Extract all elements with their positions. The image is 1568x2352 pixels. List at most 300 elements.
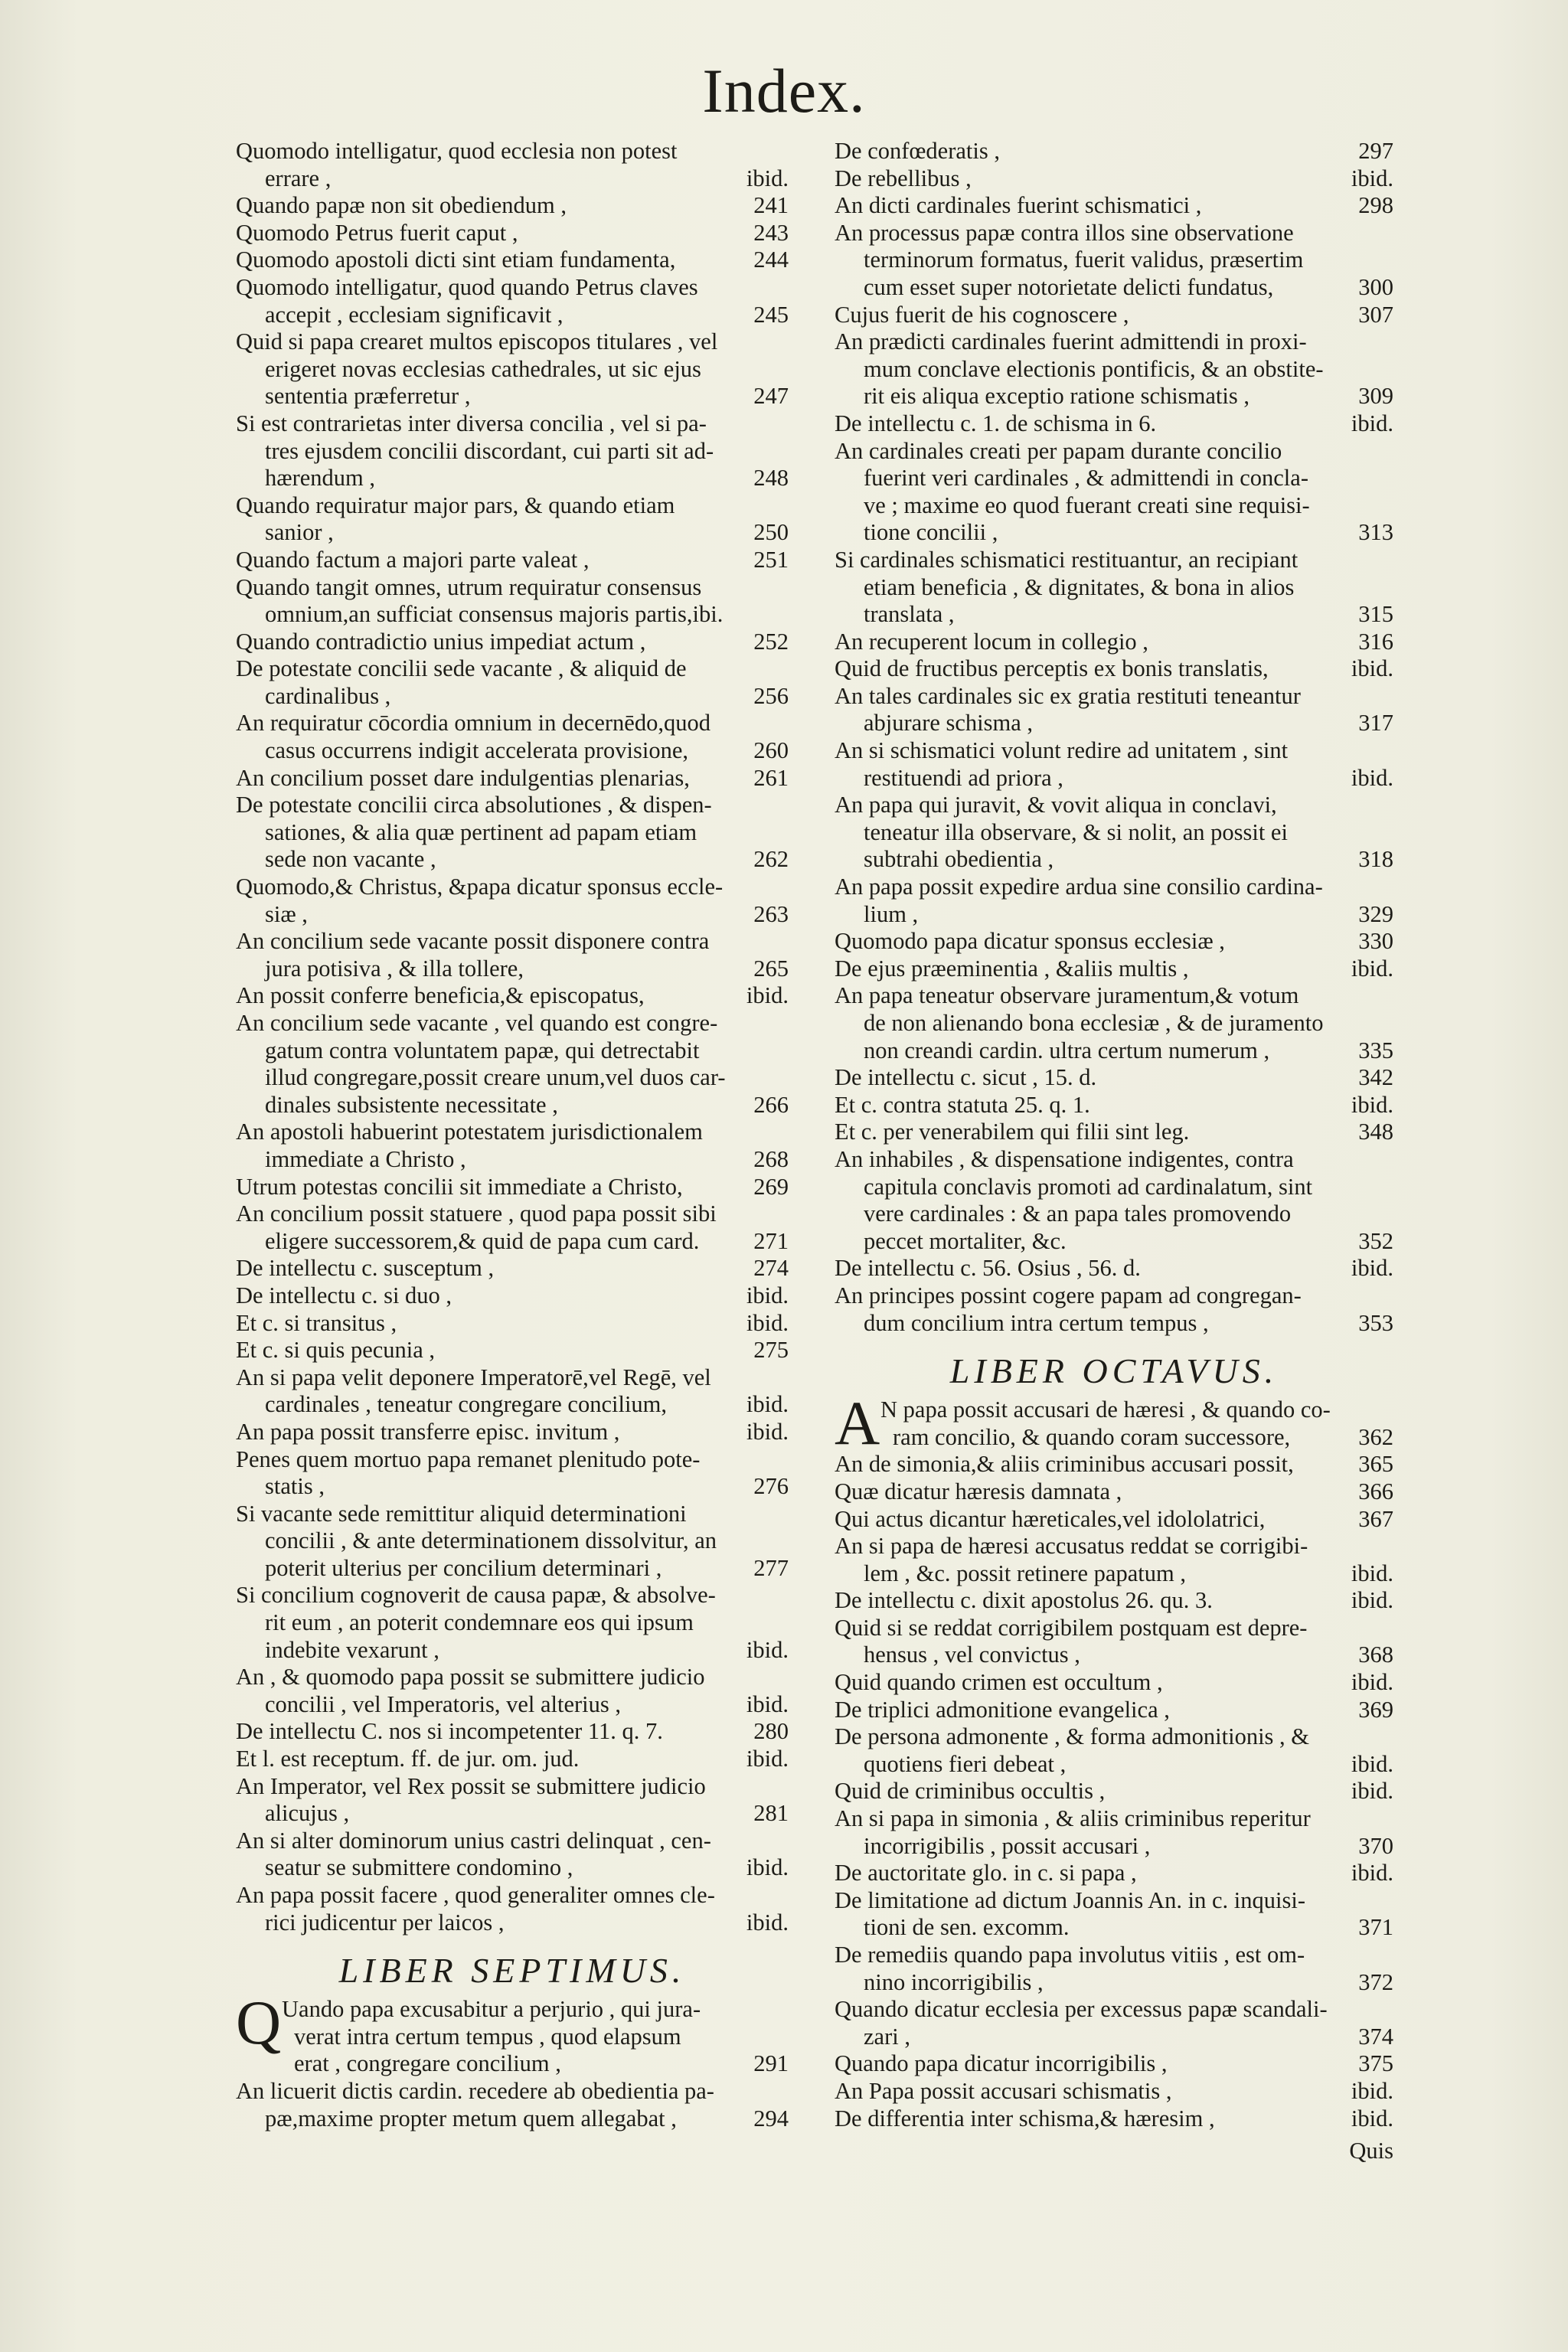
entry-text: N papa possit accusari de hæresi , & quando co- bbox=[880, 1396, 1331, 1423]
index-entry bbox=[236, 1988, 789, 2078]
left-entries bbox=[236, 138, 789, 1936]
index-entry bbox=[835, 1255, 1393, 1282]
entry-text: rici judicentur per laicos , bbox=[265, 1909, 505, 1936]
entry-text: An concilium posset dare indulgentias plenarias, bbox=[236, 764, 690, 791]
entry-text: Quomodo intelligatur, quod quando Petrus claves bbox=[236, 273, 698, 300]
index-entry bbox=[236, 1119, 789, 1173]
index-entry bbox=[835, 737, 1393, 792]
entry-text: An prædicti cardinales fuerint admittendi in proxi- bbox=[835, 328, 1307, 355]
entry-text: An papa qui juravit, & vovit aliqua in conclavi, bbox=[835, 792, 1277, 818]
entry-line bbox=[236, 519, 789, 547]
entry-text: Qui actus dicantur hæreticales,vel idololatrici, bbox=[835, 1505, 1266, 1532]
index-entry bbox=[236, 710, 789, 764]
entry-text: casus occurrens indigit accelerata provisione, bbox=[265, 737, 689, 764]
entry-line bbox=[236, 1800, 789, 1828]
page-ref: 300 bbox=[1358, 273, 1393, 300]
page-ref: 375 bbox=[1358, 2050, 1393, 2077]
index-entry bbox=[835, 655, 1393, 683]
index-entry bbox=[835, 1996, 1393, 2050]
entry-line bbox=[236, 1282, 789, 1310]
page-ref: 265 bbox=[753, 955, 789, 982]
index-entry bbox=[835, 1451, 1393, 1478]
entry-text: Quando papæ non sit obediendum , bbox=[236, 192, 567, 219]
entry-text: vere cardinales : & an papa tales promovendo bbox=[864, 1200, 1292, 1227]
entry-line bbox=[236, 1391, 789, 1419]
page-ref: ibid. bbox=[1351, 955, 1393, 982]
entry-text: An de simonia,& aliis criminibus accusari possit, bbox=[835, 1451, 1294, 1478]
entry-line bbox=[236, 1064, 789, 1092]
index-entry bbox=[236, 765, 789, 792]
entry-text: Quid si se reddat corrigibilem postquam est depre- bbox=[835, 1614, 1308, 1641]
entry-text: Quid si papa crearet multos episcopos titulares , vel bbox=[236, 328, 718, 355]
entry-line bbox=[236, 1828, 789, 1855]
entry-text: De potestate concilii sede vacante , & aliquid de bbox=[236, 655, 687, 682]
entry-line bbox=[835, 683, 1393, 710]
entry-text: An papa possit transferre episc. invitum , bbox=[236, 1418, 620, 1445]
page-ref: 297 bbox=[1358, 138, 1393, 164]
entry-line bbox=[835, 765, 1393, 792]
entry-line bbox=[835, 438, 1393, 466]
page-ref: 315 bbox=[1358, 601, 1393, 628]
entry-text: Quando contradictio unius impediat actum , bbox=[236, 628, 646, 655]
page-ref: ibid. bbox=[1351, 2077, 1393, 2104]
entry-line bbox=[236, 302, 789, 329]
entry-text: non creandi cardin. ultra certum numerum , bbox=[864, 1037, 1270, 1063]
index-entry bbox=[236, 1310, 789, 1338]
page-ref: 277 bbox=[753, 1554, 789, 1581]
entry-line bbox=[236, 710, 789, 737]
entry-line bbox=[236, 383, 789, 410]
entry-line bbox=[236, 492, 789, 520]
page-ref: 280 bbox=[753, 1718, 789, 1745]
entry-text: pæ,maxime propter metum quem allegabat , bbox=[265, 2105, 677, 2132]
page-ref: 266 bbox=[753, 1091, 789, 1118]
index-entry bbox=[835, 438, 1393, 547]
entry-line bbox=[835, 1669, 1393, 1697]
page-ref: 241 bbox=[753, 192, 789, 219]
entry-text: Si est contrarietas inter diversa concilia , vel si pa- bbox=[236, 410, 707, 436]
entry-text: Quomodo papa dicatur sponsus ecclesiæ , bbox=[835, 928, 1225, 955]
page-ref: ibid. bbox=[1351, 1560, 1393, 1586]
entry-text: An apostoli habuerint potestatem jurisdictionalem bbox=[236, 1119, 703, 1145]
page-ref: 307 bbox=[1358, 301, 1393, 328]
entry-line bbox=[236, 1773, 789, 1801]
entry-text: An Papa possit accusari schismatis , bbox=[835, 2077, 1172, 2104]
entry-line bbox=[835, 710, 1393, 737]
entry-text: An papa possit expedire ardua sine consilio cardina- bbox=[835, 874, 1323, 900]
entry-text: etiam beneficia , & dignitates, & bona in alios bbox=[864, 573, 1295, 600]
index-entry bbox=[236, 655, 789, 710]
page-ref: ibid. bbox=[746, 982, 789, 1009]
entry-text: Si cardinales schismatici restituantur, an recipiant bbox=[835, 546, 1298, 573]
entry-line bbox=[835, 1860, 1393, 1887]
index-entry bbox=[236, 1746, 789, 1773]
entry-text: omnium,an sufficiat consensus majoris partis,ibi. bbox=[265, 601, 724, 628]
entry-text: sede non vacante , bbox=[265, 846, 436, 873]
entry-text: De potestate concilii circa absolutiones , & dispen- bbox=[236, 792, 712, 818]
entry-text: capitula conclavis promoti ad cardinalatum, sint bbox=[864, 1173, 1313, 1200]
index-entry bbox=[835, 1615, 1393, 1669]
entry-line bbox=[236, 410, 789, 438]
entry-text: alicujus , bbox=[265, 1800, 350, 1827]
index-entry bbox=[835, 1506, 1393, 1534]
entry-text: poterit ulterius per concilium determinari , bbox=[265, 1554, 662, 1581]
entry-line bbox=[835, 1255, 1393, 1282]
entry-text: sationes, & alia quæ pertinent ad papam etiam bbox=[265, 818, 697, 845]
entry-text: An processus papæ contra illos sine observatione bbox=[835, 219, 1294, 246]
entry-line bbox=[835, 1451, 1393, 1478]
entry-text: An concilium sede vacante , vel quando est congre- bbox=[236, 1010, 718, 1036]
page-ref: ibid. bbox=[746, 1636, 789, 1663]
page-ref: 252 bbox=[753, 628, 789, 655]
entry-text: abjurare schisma , bbox=[864, 710, 1034, 737]
entry-line bbox=[236, 438, 789, 466]
entry-line bbox=[835, 1778, 1393, 1805]
entry-text: hensus , vel convictus , bbox=[864, 1642, 1080, 1668]
entry-text: De intellectu c. si duo , bbox=[236, 1282, 452, 1308]
page-ref: ibid. bbox=[1351, 2105, 1393, 2132]
page-ref: 362 bbox=[1358, 1423, 1393, 1450]
entry-line bbox=[835, 138, 1393, 165]
entry-text: De intellectu c. dixit apostolus 26. qu. 3. bbox=[835, 1587, 1213, 1614]
book8-entries bbox=[835, 1388, 1393, 2132]
entry-line bbox=[236, 1473, 789, 1501]
index-entry bbox=[236, 574, 789, 629]
entry-line bbox=[236, 1010, 789, 1037]
entry-text: sanior , bbox=[265, 519, 334, 546]
entry-text: cardinalibus , bbox=[265, 682, 391, 709]
entry-line bbox=[835, 328, 1393, 356]
entry-line bbox=[236, 1337, 789, 1364]
entry-line bbox=[236, 1555, 789, 1583]
entry-line bbox=[835, 356, 1393, 384]
index-entry bbox=[835, 629, 1393, 656]
entry-text: nino incorrigibilis , bbox=[864, 1968, 1044, 1995]
entry-line bbox=[835, 982, 1393, 1010]
page-ref: 294 bbox=[753, 2105, 789, 2132]
entry-text: Utrum potestas concilii sit immediate a Christo, bbox=[236, 1173, 683, 1200]
entry-text: indebite vexarunt , bbox=[265, 1636, 439, 1663]
left-column bbox=[236, 138, 789, 2132]
entry-line bbox=[835, 1751, 1393, 1779]
entry-line bbox=[835, 1615, 1393, 1642]
index-entry bbox=[236, 928, 789, 982]
entry-text: tres ejusdem concilii discordant, cui parti sit ad- bbox=[265, 437, 714, 464]
entry-text: ram concilio, & quando coram successore, bbox=[893, 1423, 1291, 1450]
entry-line bbox=[835, 1228, 1393, 1256]
entry-line bbox=[835, 1478, 1393, 1506]
page-ref: ibid. bbox=[1351, 1091, 1393, 1118]
page-ref: 365 bbox=[1358, 1451, 1393, 1478]
entry-line bbox=[236, 1527, 789, 1555]
page-ref: 313 bbox=[1358, 519, 1393, 546]
entry-line bbox=[236, 846, 789, 874]
entry-line bbox=[835, 1064, 1393, 1092]
index-entry bbox=[835, 302, 1393, 329]
page-ref: ibid. bbox=[1351, 1255, 1393, 1282]
entry-text: De limitatione ad dictum Joannis An. in c. inquisi- bbox=[835, 1886, 1306, 1913]
entry-text: lium , bbox=[864, 900, 919, 927]
entry-text: An si papa de hæresi accusatus reddat se corrigibi- bbox=[835, 1533, 1308, 1560]
entry-text: Et c. si quis pecunia , bbox=[236, 1337, 436, 1364]
entry-text: accepit , ecclesiam significavit , bbox=[265, 301, 564, 328]
entry-text: Et l. est receptum. ff. de jur. om. jud. bbox=[236, 1746, 580, 1772]
page-ref: 371 bbox=[1358, 1914, 1393, 1941]
index-entry bbox=[835, 410, 1393, 438]
entry-line bbox=[880, 1424, 1393, 1452]
index-entry bbox=[835, 1942, 1393, 1996]
entry-text: errare , bbox=[265, 165, 332, 191]
entry-line bbox=[835, 519, 1393, 547]
entry-line bbox=[835, 1174, 1393, 1201]
entry-line bbox=[835, 1887, 1393, 1915]
entry-line bbox=[236, 2078, 789, 2105]
index-entry bbox=[835, 792, 1393, 874]
index-entry bbox=[835, 220, 1393, 302]
entry-line bbox=[236, 220, 789, 247]
entry-line bbox=[236, 1364, 789, 1392]
entry-text: An concilium sede vacante possit disponere contra bbox=[236, 928, 710, 955]
entry-text: De confœderatis , bbox=[835, 138, 1000, 164]
page-ref: ibid. bbox=[1351, 1669, 1393, 1696]
entry-text: zari , bbox=[864, 2023, 910, 2050]
entry-line bbox=[236, 192, 789, 220]
entry-text: erat , congregare concilium , bbox=[294, 2050, 561, 2077]
page-ref: 244 bbox=[753, 247, 789, 273]
entry-text: Et c. per venerabilem qui filii sint leg. bbox=[835, 1119, 1190, 1145]
index-entry bbox=[835, 165, 1393, 193]
index-entry bbox=[835, 2105, 1393, 2133]
entry-line bbox=[236, 547, 789, 574]
index-entry bbox=[236, 1200, 789, 1255]
entry-line bbox=[835, 874, 1393, 901]
index-entry bbox=[835, 1533, 1393, 1587]
entry-text: Penes quem mortuo papa remanet plenitudo pote- bbox=[236, 1446, 701, 1472]
page-ref: 374 bbox=[1358, 2023, 1393, 2050]
entry-line bbox=[835, 1010, 1393, 1037]
page-ref: 342 bbox=[1358, 1064, 1393, 1091]
entry-line bbox=[835, 1914, 1393, 1942]
entry-text: statis , bbox=[265, 1473, 325, 1500]
page-ref: ibid. bbox=[1351, 655, 1393, 682]
entry-text: dum concilium intra certum tempus , bbox=[864, 1309, 1209, 1336]
entry-text: De ejus præeminentia , &aliis multis , bbox=[835, 955, 1189, 982]
index-entry bbox=[835, 874, 1393, 928]
page-ref: ibid. bbox=[746, 1418, 789, 1445]
entry-text: An recuperent locum in collegio , bbox=[835, 628, 1148, 655]
page-ref: 269 bbox=[753, 1173, 789, 1200]
page-ref: 369 bbox=[1358, 1696, 1393, 1723]
entry-text: An si alter dominorum unius castri delinquat , cen- bbox=[236, 1827, 711, 1854]
entry-text: quotiens fieri debeat , bbox=[864, 1750, 1067, 1777]
entry-text: lem , &c. possit retinere papatum , bbox=[864, 1560, 1186, 1586]
entry-text: restituendi ad priora , bbox=[864, 764, 1063, 791]
entry-text: Quando factum a majori parte valeat , bbox=[236, 546, 590, 573]
page-ref: ibid. bbox=[1351, 1750, 1393, 1777]
entry-text: An concilium possit statuere , quod papa possit sibi bbox=[236, 1200, 717, 1227]
entry-text: tioni de sen. excomm. bbox=[864, 1914, 1070, 1941]
entry-line bbox=[236, 356, 789, 384]
index-entry bbox=[236, 138, 789, 192]
entry-line bbox=[835, 2024, 1393, 2051]
page-ref: 330 bbox=[1358, 928, 1393, 955]
page-ref: 251 bbox=[753, 546, 789, 573]
entry-text: De intellectu c. 56. Osius , 56. d. bbox=[835, 1255, 1141, 1282]
entry-line bbox=[835, 1506, 1393, 1534]
entry-line bbox=[236, 1854, 789, 1882]
entry-text: dinales subsistente necessitate , bbox=[265, 1091, 558, 1118]
entry-text: rit eum , an poterit condemnare eos qui ipsum bbox=[265, 1609, 694, 1636]
entry-line bbox=[236, 819, 789, 847]
index-entry bbox=[835, 1697, 1393, 1724]
index-entry bbox=[236, 874, 789, 928]
page-ref: ibid. bbox=[746, 1309, 789, 1336]
entry-text: gatum contra voluntatem papæ, qui detrectabit bbox=[265, 1037, 700, 1063]
page-ref: ibid. bbox=[746, 1282, 789, 1308]
page-ref: ibid. bbox=[1351, 165, 1393, 191]
page-ref: 262 bbox=[753, 846, 789, 873]
index-entry bbox=[236, 1337, 789, 1364]
entry-line bbox=[236, 956, 789, 983]
entry-line bbox=[835, 1996, 1393, 2024]
index-entry bbox=[835, 1778, 1393, 1805]
index-entry bbox=[236, 1282, 789, 1310]
index-entry bbox=[236, 1010, 789, 1119]
entry-line bbox=[236, 1718, 789, 1746]
entry-text: teneatur illa observare, & si nolit, an possit ei bbox=[864, 818, 1288, 845]
page-ref: ibid. bbox=[746, 1690, 789, 1717]
entry-text: sententia præferretur , bbox=[265, 383, 471, 410]
page-ref: ibid. bbox=[746, 1391, 789, 1418]
page-ref: 250 bbox=[753, 519, 789, 546]
page-ref: 263 bbox=[753, 900, 789, 927]
entry-line bbox=[835, 383, 1393, 410]
entry-line bbox=[835, 956, 1393, 983]
entry-text: immediate a Christo , bbox=[265, 1145, 466, 1172]
entry-line bbox=[835, 928, 1393, 956]
entry-text: de non alienando bona ecclesiæ , & de juramento bbox=[864, 1010, 1324, 1036]
entry-line bbox=[835, 1587, 1393, 1615]
entry-line bbox=[236, 928, 789, 956]
index-entry bbox=[236, 1582, 789, 1664]
entry-text: verat intra certum tempus , quod elapsum bbox=[294, 2023, 681, 2050]
entry-line bbox=[835, 410, 1393, 438]
entry-text: cardinales , teneatur congregare concilium, bbox=[265, 1391, 668, 1418]
page-ref: 348 bbox=[1358, 1119, 1393, 1145]
entry-text: tione concilii , bbox=[864, 519, 998, 546]
entry-line bbox=[880, 1396, 1393, 1424]
catchword: Quis bbox=[1349, 2138, 1393, 2164]
entry-text: An principes possint cogere papam ad congregan- bbox=[835, 1282, 1302, 1308]
index-entry bbox=[835, 928, 1393, 956]
index-entry bbox=[236, 247, 789, 274]
entry-line bbox=[236, 1174, 789, 1201]
page-ref: 317 bbox=[1358, 710, 1393, 737]
entry-text: mum conclave electionis pontificis, & an obstite- bbox=[864, 355, 1324, 382]
entry-text: An cardinales creati per papam durante concilio bbox=[835, 437, 1282, 464]
entry-text: translata , bbox=[864, 601, 955, 628]
index-entry bbox=[835, 2050, 1393, 2078]
entry-text: An si papa in simonia , & aliis criminibus reperitur bbox=[835, 1805, 1311, 1832]
entry-text: De auctoritate glo. in c. si papa , bbox=[835, 1860, 1137, 1886]
index-entry bbox=[835, 328, 1393, 410]
entry-text: Quid de criminibus occultis , bbox=[835, 1778, 1106, 1805]
index-entry bbox=[236, 1419, 789, 1446]
entry-text: erigeret novas ecclesias cathedrales, ut sic ejus bbox=[265, 355, 701, 382]
index-entry bbox=[835, 1478, 1393, 1506]
entry-text: Quomodo intelligatur, quod ecclesia non potest bbox=[236, 138, 678, 164]
page-ref: ibid. bbox=[1351, 764, 1393, 791]
drop-initial: A bbox=[835, 1388, 880, 1459]
index-entry bbox=[236, 982, 789, 1010]
page-ref: 291 bbox=[753, 2050, 789, 2077]
page-ref: 316 bbox=[1358, 628, 1393, 655]
entry-line bbox=[236, 165, 789, 193]
entry-line bbox=[236, 1228, 789, 1256]
page-ref: 275 bbox=[753, 1337, 789, 1364]
entry-line bbox=[835, 220, 1393, 247]
entry-line bbox=[835, 2050, 1393, 2078]
entry-text: An papa possit facere , quod generaliter omnes cle- bbox=[236, 1882, 715, 1908]
page-ref: 368 bbox=[1358, 1642, 1393, 1668]
index-entry bbox=[236, 1773, 789, 1828]
index-entry bbox=[835, 1064, 1393, 1092]
entry-text: De intellectu c. susceptum , bbox=[236, 1255, 495, 1282]
entry-text: siæ , bbox=[265, 900, 308, 927]
index-entry bbox=[835, 547, 1393, 629]
entry-line bbox=[835, 2105, 1393, 2133]
entry-text: Si concilium cognoverit de causa papæ, & absolve- bbox=[236, 1582, 716, 1609]
entry-text: Quomodo Petrus fuerit caput , bbox=[236, 219, 518, 246]
entry-line bbox=[236, 274, 789, 302]
entry-text: De persona admonente , & forma admonitionis , & bbox=[835, 1723, 1310, 1750]
entry-line bbox=[835, 601, 1393, 629]
index-entry bbox=[835, 1388, 1393, 1459]
page-ref: 329 bbox=[1358, 900, 1393, 927]
entry-text: Cujus fuerit de his cognoscere , bbox=[835, 301, 1129, 328]
index-entry bbox=[835, 1282, 1393, 1337]
entry-line bbox=[835, 1533, 1393, 1560]
entry-line bbox=[835, 302, 1393, 329]
index-entry bbox=[236, 2078, 789, 2132]
page-ref: 245 bbox=[753, 301, 789, 328]
entry-text: Quando papa dicatur incorrigibilis , bbox=[835, 2050, 1168, 2077]
entry-line bbox=[236, 574, 789, 602]
page-ref: 298 bbox=[1358, 192, 1393, 219]
entry-line bbox=[236, 1419, 789, 1446]
entry-line bbox=[835, 1969, 1393, 1997]
entry-line bbox=[835, 492, 1393, 520]
book7-heading: LIBER SEPTIMUS. bbox=[338, 1951, 686, 1991]
index-entry bbox=[236, 547, 789, 574]
page-ref: 247 bbox=[753, 383, 789, 410]
index-entry bbox=[835, 1887, 1393, 1942]
entry-line bbox=[236, 1664, 789, 1691]
index-entry bbox=[236, 192, 789, 220]
book7-entries bbox=[236, 1988, 789, 2132]
entry-line bbox=[236, 1582, 789, 1609]
entry-line bbox=[236, 1637, 789, 1664]
page-ref: ibid. bbox=[1351, 1778, 1393, 1805]
entry-text: illud congregare,possit creare unum,vel duos car- bbox=[265, 1064, 726, 1091]
entry-text: De rebellibus , bbox=[835, 165, 972, 191]
entry-line bbox=[236, 1119, 789, 1146]
entry-text: cum esset super notorietate delicti fundatus, bbox=[864, 273, 1274, 300]
entry-text: An licuerit dictis cardin. recedere ab obedientia pa- bbox=[236, 2077, 714, 2104]
page-ref: 260 bbox=[753, 737, 789, 764]
entry-text: An si schismatici volunt redire ad unitatem , sint bbox=[835, 737, 1289, 764]
page-title: Index. bbox=[702, 56, 866, 126]
